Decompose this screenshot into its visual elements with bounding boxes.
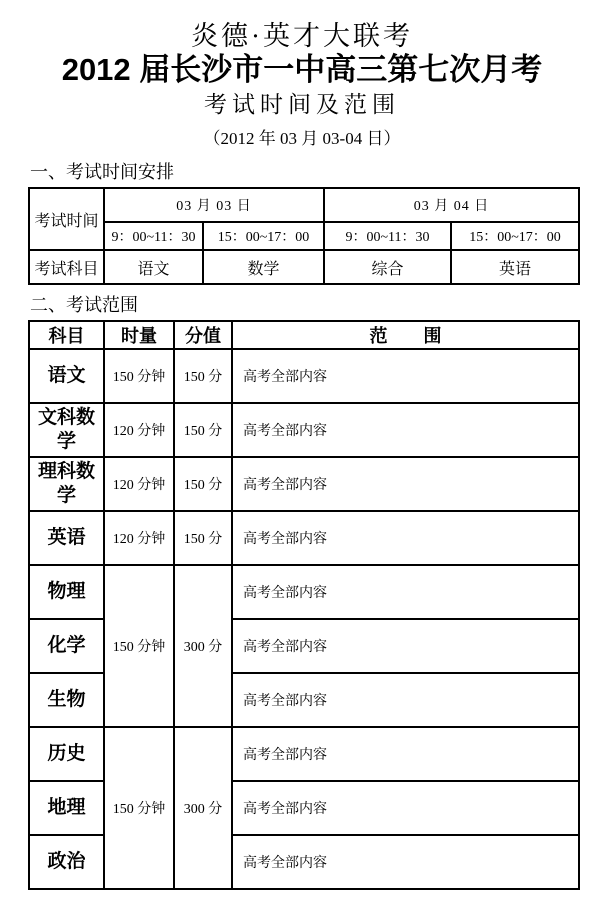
subject-cell: 政治	[29, 835, 104, 889]
scope-cell: 高考全部内容	[232, 835, 579, 889]
humanities-group-score-cell: 300 分	[174, 727, 232, 889]
subject-cell: 理科数学	[29, 457, 104, 511]
duration-cell: 120 分钟	[104, 403, 174, 457]
title-block	[0, 20, 604, 152]
schedule-subject-math-cell: 数学	[203, 250, 324, 284]
date-range: （2012 年 03 月 03-04 日）	[203, 129, 401, 148]
subject-cell: 地理	[29, 781, 104, 835]
science-group-score-cell: 300 分	[174, 565, 232, 727]
scope-cell: 高考全部内容	[232, 619, 579, 673]
scope-row-science-math	[29, 457, 579, 511]
score-cell: 150 分	[174, 349, 232, 403]
subject-cell: 语文	[29, 349, 104, 403]
scope-header-score-cell: 分值	[174, 321, 232, 349]
scope-header-duration-cell: 时量	[104, 321, 174, 349]
science-group-duration-cell: 150 分钟	[104, 565, 174, 727]
scope-row-english	[29, 511, 579, 565]
schedule-subject-comprehensive-cell: 综合	[324, 250, 451, 284]
schedule-date-row	[29, 188, 579, 222]
scope-cell: 高考全部内容	[232, 673, 579, 727]
subtitle: 考试时间及范围	[204, 92, 400, 117]
duration-cell: 150 分钟	[104, 349, 174, 403]
subject-cell: 历史	[29, 727, 104, 781]
scope-row-history	[29, 727, 579, 781]
duration-cell: 120 分钟	[104, 511, 174, 565]
scope-row-chinese	[29, 349, 579, 403]
subject-cell: 生物	[29, 673, 104, 727]
scope-cell: 高考全部内容	[232, 511, 579, 565]
scope-cell: 高考全部内容	[232, 727, 579, 781]
scope-header-row	[29, 321, 579, 349]
scope-row-liberal-arts-math	[29, 403, 579, 457]
schedule-subject-english-cell: 英语	[451, 250, 579, 284]
schedule-subject-chinese-cell: 语文	[104, 250, 203, 284]
scope-row-physics	[29, 565, 579, 619]
scope-cell: 高考全部内容	[232, 457, 579, 511]
score-cell: 150 分	[174, 457, 232, 511]
subject-cell: 物理	[29, 565, 104, 619]
main-title: 2012 届长沙市一中高三第七次月考	[61, 52, 543, 87]
schedule-time-row	[29, 222, 579, 250]
subject-cell: 文科数学	[29, 403, 104, 457]
schedule-day2-slot2-time-cell: 15：00~17：00	[451, 222, 579, 250]
schedule-day1-date-cell: 03 月 03 日	[104, 188, 324, 222]
scope-cell: 高考全部内容	[232, 349, 579, 403]
section2-heading: 二、考试范围	[30, 295, 138, 315]
score-cell: 150 分	[174, 403, 232, 457]
section1-heading: 一、考试时间安排	[30, 162, 174, 182]
schedule-day1-slot1-time-cell: 9：00~11：30	[104, 222, 203, 250]
exam-scope-table	[28, 320, 580, 890]
exam-schedule-table	[28, 187, 580, 285]
schedule-time-label-cell: 考试时间	[29, 188, 104, 250]
schedule-day1-slot2-time-cell: 15：00~17：00	[203, 222, 324, 250]
brand-title: 炎德·英才大联考	[191, 21, 413, 51]
scope-cell: 高考全部内容	[232, 565, 579, 619]
schedule-subject-label-cell: 考试科目	[29, 250, 104, 284]
duration-cell: 120 分钟	[104, 457, 174, 511]
subject-cell: 英语	[29, 511, 104, 565]
humanities-group-duration-cell: 150 分钟	[104, 727, 174, 889]
schedule-day2-date-cell: 03 月 04 日	[324, 188, 579, 222]
schedule-subject-row	[29, 250, 579, 284]
scope-cell: 高考全部内容	[232, 781, 579, 835]
scope-header-subject-cell: 科目	[29, 321, 104, 349]
scope-cell: 高考全部内容	[232, 403, 579, 457]
schedule-day2-slot1-time-cell: 9：00~11：30	[324, 222, 451, 250]
subject-cell: 化学	[29, 619, 104, 673]
scope-header-scope-cell: 范 围	[232, 321, 579, 349]
score-cell: 150 分	[174, 511, 232, 565]
